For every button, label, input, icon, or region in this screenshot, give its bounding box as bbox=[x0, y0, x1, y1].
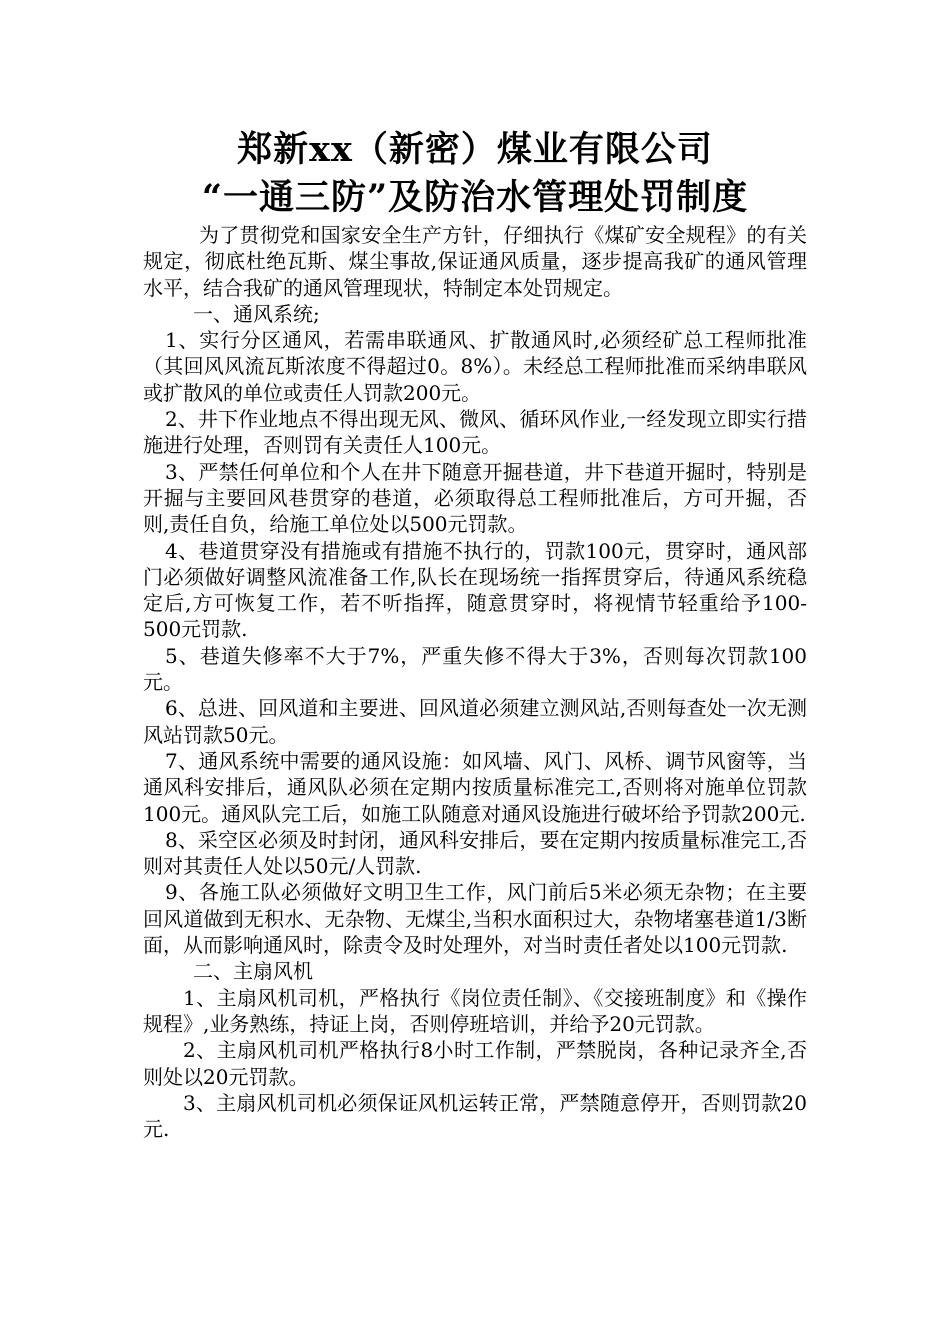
clause-1-9: 9、各施工队必须做好文明卫生工作，风门前后5米必须无杂物；在主要回风道做到无积水、无杂物、无煤尘,当积水面积过大，杂物堵塞巷道1/3断面，从而影响通风时，除责令及时处理外，对当时责任者处以100元罚款. bbox=[143, 880, 807, 958]
clause-1-8: 8、采空区必须及时封闭，通风科安排后，要在定期内按质量标准完工,否则对其责任人处以50元/人罚款. bbox=[143, 827, 807, 879]
clause-1-1: 1、实行分区通风，若需串联通风、扩散通风时,必须经矿总工程师批准（其回风风流瓦斯浓度不得超过0。8%）。未经总工程师批准而采纳串联风或扩散风的单位或责任人罚款200元。 bbox=[143, 328, 807, 405]
clause-2-2: 2、主扇风机司机严格执行8小时工作制，严禁脱岗，各种记录齐全,否则处以20元罚款。 bbox=[143, 1038, 807, 1089]
intro-paragraph: 为了贯彻党和国家安全生产方针，仔细执行《煤矿安全规程》的有关规定，彻底杜绝瓦斯、煤尘事故,保证通风质量，逐步提高我矿的通风管理水平，结合我矿的通风管理现状，特制定本处罚规定。 bbox=[143, 223, 807, 300]
clause-1-7: 7、通风系统中需要的通风设施：如风墙、风门、风桥、调节风窗等，当通风科安排后，通风队必须在定期内按质量标准完工,否则将对施单位罚款100元。通风队完工后，如施工队随意对通风设施进行破坏给予罚款200元. bbox=[143, 748, 807, 826]
title-line-1: 郑新xx（新密）煤业有限公司 bbox=[237, 129, 713, 170]
clause-2-1: 1、主扇风机司机，严格执行《岗位责任制》、《交接班制度》和《操作规程》,业务熟练，持证上岗，否则停班培训，并给予20元罚款。 bbox=[143, 985, 807, 1036]
section-heading-ventilation: 一、通风系统; bbox=[193, 301, 320, 326]
clause-2-3: 3、主扇风机司机必须保证风机运转正常，严禁随意停开，否则罚款20元. bbox=[143, 1090, 807, 1142]
section-heading-main-fan: 二、主扇风机 bbox=[193, 959, 313, 984]
clause-1-2: 2、井下作业地点不得出现无风、微风、循环风作业,一经发现立即实行措施进行处理，否则罚有关责任人100元。 bbox=[143, 407, 807, 458]
clause-1-4: 4、巷道贯穿没有措施或有措施不执行的，罚款100元，贯穿时，通风部门必须做好调整风流准备工作,队长在现场统一指挥贯穿后，待通风系统稳定后,方可恢复工作，若不听指挥，随意贯穿时，将视情节轻重给予100-500元罚款. bbox=[143, 538, 807, 642]
clause-1-3: 3、严禁任何单位和个人在井下随意开掘巷道，井下巷道开掘时，特别是开掘与主要回风巷贯穿的巷道，必须取得总工程师批准后，方可开掘，否则,责任自负，给施工单位处以500元罚款。 bbox=[143, 459, 807, 537]
clause-1-6: 6、总进、回风道和主要进、回风道必须建立测风站,否则每查处一次无测风站罚款50元。 bbox=[143, 696, 807, 747]
document-body bbox=[143, 222, 807, 1142]
title-line-2: “一通三防”及防治水管理处罚制度 bbox=[201, 177, 749, 218]
clause-1-5: 5、巷道失修率不大于7%，严重失修不得大于3%，否则每次罚款100元。 bbox=[143, 643, 807, 695]
